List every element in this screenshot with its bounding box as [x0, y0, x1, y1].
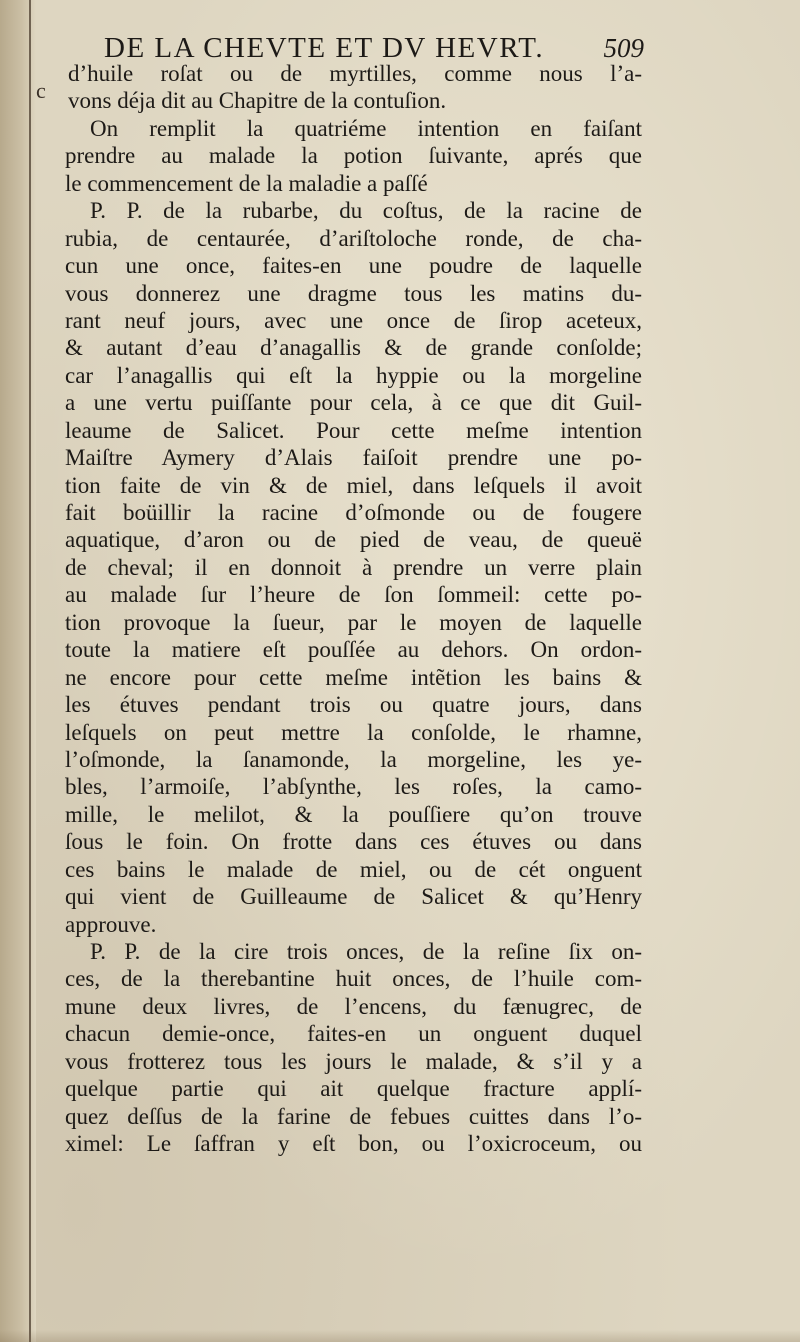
text-line: ces, de la therebantine huit onces, de l’huile com- [65, 966, 642, 992]
text-line: toute la matiere eſt pouſſée au dehors. On ordon- [65, 637, 642, 663]
binding-gutter [0, 0, 36, 1342]
page-bottom-edge [0, 1330, 800, 1342]
text-line: quez deſſus de la farine de febues cuittes dans l’o- [65, 1103, 642, 1129]
text-line: prendre au malade la potion ſuivante, aprés que [65, 143, 642, 169]
text-line: ne encore pour cette meſme intẽtion les bains & [65, 664, 642, 690]
text-line: rant neuf jours, avec une once de ſirop aceteux, [65, 307, 642, 333]
margin-mark: c [36, 78, 46, 103]
body-text [60, 60, 642, 1158]
text-line: mille, le melilot, & la pouſſiere qu’on trouve [65, 801, 642, 827]
text-line: vous frotterez tous les jours le malade, & s’il y a [65, 1048, 642, 1074]
gutter-rule-line [29, 0, 31, 1342]
text-line: quelque partie qui ait quelque fracture applí- [65, 1076, 642, 1102]
text-line: car l’anagallis qui eſt la hyppie ou la morgeline [65, 362, 642, 388]
text-line: cun une once, faites-en une poudre de laquelle [65, 253, 642, 279]
text-line: P. P. de la rubarbe, du coſtus, de la racine de [90, 198, 642, 224]
text-line: au malade ſur l’heure de ſon ſommeil: cette po- [65, 582, 642, 608]
text-line: chacun demie-once, faites-en un onguent duquel [65, 1021, 642, 1047]
text-line: ximel: Le ſaffran y eſt bon, ou l’oxicroceum, ou [65, 1131, 642, 1157]
text-line: vons déja dit au Chapitre de la contuſion. [68, 88, 447, 114]
text-line: le commencement de la maladie a paſſé [65, 170, 428, 196]
text-line: vous donnerez une dragme tous les matins du- [65, 280, 642, 306]
text-line: ſous le foin. On frotte dans ces étuves ou dans [65, 829, 642, 855]
text-line: qui vient de Guilleaume de Salicet & qu’Henry [65, 884, 642, 910]
text-line: rubia, de centaurée, d’ariſtoloche ronde, de cha- [65, 225, 642, 251]
text-line: leaume de Salicet. Pour cette meſme intention [65, 417, 642, 443]
text-line: Maiſtre Aymery d’Alais faiſoit prendre une po- [65, 445, 642, 471]
text-line: approuve. [65, 911, 157, 937]
text-line: tion faite de vin & de miel, dans leſquels il avoit [65, 472, 642, 498]
text-line: ces bains le malade de miel, ou de cét onguent [65, 856, 642, 882]
text-line: On remplit la quatriéme intention en faiſant [90, 115, 642, 141]
text-line: d’huile roſat ou de myrtilles, comme nous l’a- [68, 61, 642, 86]
text-line: de cheval; il en donnoit à prendre un verre plain [65, 554, 642, 580]
running-head: DE LA CHEVTE ET DV HEVRT. [104, 32, 545, 64]
text-line: l’oſmonde, la ſanamonde, la morgeline, les ye- [65, 746, 642, 772]
text-line: aquatique, d’aron ou de pied de veau, de queuë [65, 527, 642, 553]
text-line: mune deux livres, de l’encens, du fænugrec, de [65, 993, 642, 1019]
text-line: tion provoque la ſueur, par le moyen de laquelle [65, 609, 642, 635]
text-line: leſquels on peut mettre la conſolde, le rhamne, [65, 719, 642, 745]
page-number: 509 [603, 33, 644, 63]
text-line: bles, l’armoiſe, l’abſynthe, les roſes, la camo- [65, 774, 642, 800]
text-line: & autant d’eau d’anagallis & de grande conſolde; [65, 335, 642, 361]
text-line: fait boüillir la racine d’oſmonde ou de fougere [65, 500, 642, 525]
text-line: P. P. de la cire trois onces, de la reſine ſix on- [90, 939, 642, 964]
text-line: a une vertu puiſſante pour cela, à ce que dit Guil- [65, 390, 642, 416]
text-line: les étuves pendant trois ou quatre jours, dans [65, 692, 642, 718]
